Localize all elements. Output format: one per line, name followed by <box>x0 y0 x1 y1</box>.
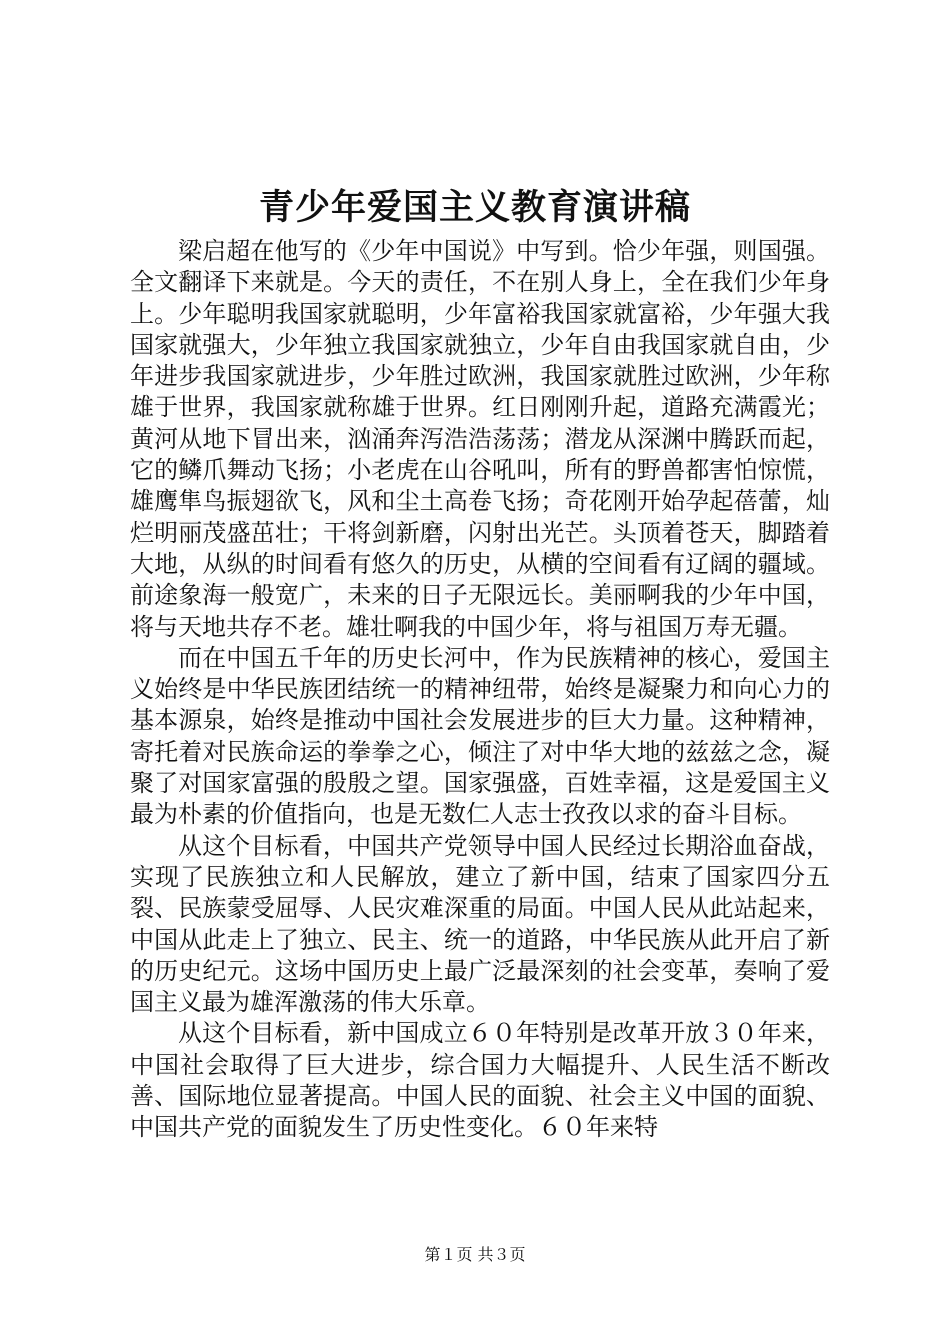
paragraph: 梁启超在他写的《少年中国说》中写到。恰少年强，则国强。全文翻译下来就是。今天的责任，不在别人身上，全在我们少年身上。少年聪明我国家就聪明，少年富裕我国家就富裕，少年强大我国家就强大，少年独立我国家就独立，少年自由我国家就自由，少年进步我国家就进步，少年胜过欧洲，我国家就胜过欧洲，少年称雄于世界，我国家就称雄于世界。红日刚刚升起，道路充满霞光；黄河从地下冒出来，汹涌奔泻浩浩荡荡；潜龙从深渊中腾跃而起，它的鳞爪舞动飞扬；小老虎在山谷吼叫，所有的野兽都害怕惊慌，雄鹰隼鸟振翅欲飞，风和尘土高卷飞扬；奇花刚开始孕起蓓蕾，灿烂明丽茂盛茁壮；干将剑新磨，闪射出光芒。头顶着苍天，脚踏着大地，从纵的时间看有悠久的历史，从横的空间看有辽阔的疆域。前途象海一般宽广，未来的日子无限远长。美丽啊我的少年中国，将与天地共存不老。雄壮啊我的中国少年，将与祖国万寿无疆。 <box>130 237 830 641</box>
document-body <box>130 236 830 1144</box>
page-number-footer: 第１页 共３页 <box>424 1245 526 1264</box>
paragraph: 从这个目标看，新中国成立６０年特别是改革开放３０年来，中国社会取得了巨大进步，综合国力大幅提升、人民生活不断改善、国际地位显著提高。中国人民的面貌、社会主义中国的面貌、中国共产党的面貌发生了历史性变化。６０年来特 <box>130 1019 830 1142</box>
paragraph: 而在中国五千年的历史长河中，作为民族精神的核心，爱国主义始终是中华民族团结统一的精神纽带，始终是凝聚力和向心力的基本源泉，始终是推动中国社会发展进步的巨大力量。这种精神，寄托着对民族命运的拳拳之心，倾注了对中华大地的兹兹之念，凝聚了对国家富强的殷殷之望。国家强盛，百姓幸福，这是爱国主义最为朴素的价值指向，也是无数仁人志士孜孜以求的奋斗目标。 <box>130 643 830 829</box>
paragraph: 从这个目标看，中国共产党领导中国人民经过长期浴血奋战，实现了民族独立和人民解放，建立了新中国，结束了国家四分五裂、民族蒙受屈辱、人民灾难深重的局面。中国人民从此站起来，中国从此走上了独立、民主、统一的道路，中华民族从此开启了新的历史纪元。这场中国历史上最广泛最深刻的社会变革，奏响了爱国主义最为雄浑激荡的伟大乐章。 <box>130 831 830 1017</box>
document-title: 青少年爱国主义教育演讲稿 <box>258 187 691 228</box>
